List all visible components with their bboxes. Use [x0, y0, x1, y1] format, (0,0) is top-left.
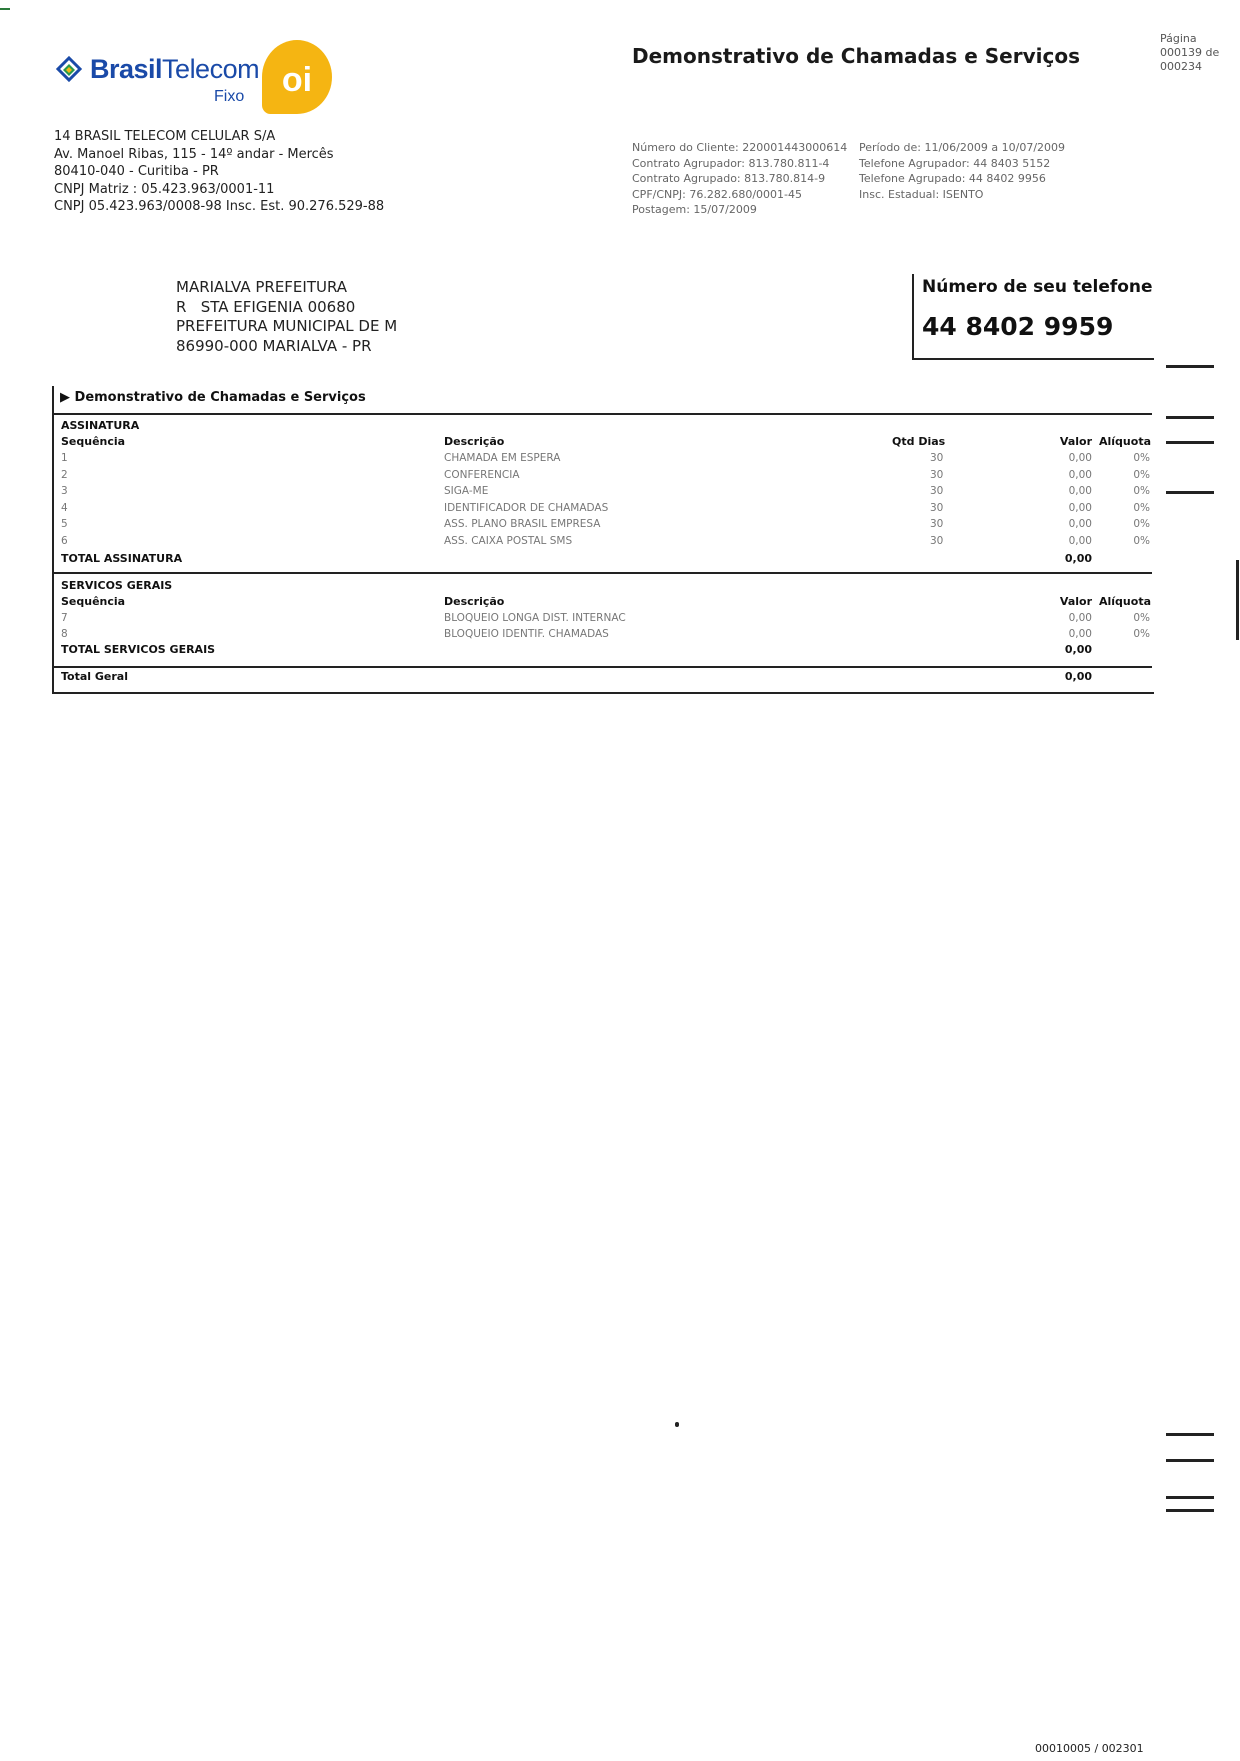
header-valor: Valor — [1059, 435, 1092, 448]
table-row: 7 BLOQUEIO LONGA DIST. INTERNAC 0,00 0% — [61, 612, 1150, 624]
scan-marker — [0, 8, 10, 10]
table-row: 8 BLOQUEIO IDENTIF. CHAMADAS 0,00 0% — [61, 628, 1150, 640]
header-aliquota: Alíquota — [1099, 595, 1151, 608]
scan-speck — [675, 1422, 679, 1427]
table-row: 6 ASS. CAIXA POSTAL SMS 30 0,00 0% — [61, 534, 1150, 547]
address-line: 86990-000 MARIALVA - PR — [176, 336, 372, 355]
omr-mark — [1166, 1509, 1214, 1512]
total-servicos-value: 0,00 — [1064, 643, 1092, 656]
total-assinatura-label: TOTAL ASSINATURA — [61, 552, 183, 565]
account-info-line: Período de: 11/06/2009 a 10/07/2009 — [859, 141, 1066, 154]
grand-total-value: 0,00 — [1064, 670, 1092, 683]
account-info-line: CPF/CNPJ: 76.282.680/0001-45 — [632, 187, 802, 201]
account-info-left — [632, 140, 847, 218]
address-line: PREFEITURA MUNICIPAL DE M — [176, 317, 398, 335]
table-row: 5 ASS. PLANO BRASIL EMPRESA 30 0,00 0% — [61, 518, 1150, 530]
account-info-line: Postagem: 15/07/2009 — [632, 203, 757, 216]
phone-box — [912, 274, 1154, 360]
address-line: R STA EFIGENIA 00680 — [176, 297, 356, 316]
omr-mark — [1166, 1496, 1214, 1499]
total-servicos-label: TOTAL SERVICOS GERAIS — [61, 643, 216, 656]
company-line: 14 BRASIL TELECOM CELULAR S/A — [54, 129, 276, 144]
header-qtd: Qtd Dias — [892, 435, 946, 448]
total-assinatura-value: 0,00 — [1064, 552, 1092, 565]
phone-number: 44 8402 9959 — [922, 312, 1114, 341]
omr-mark — [1166, 1459, 1214, 1462]
account-info-line: Número do Cliente: 220001443000614 — [632, 141, 848, 154]
account-info-line: Telefone Agrupado: 44 8402 9956 — [859, 172, 1046, 185]
section-title: ▶ Demonstrativo de Chamadas e Serviços — [60, 390, 366, 405]
table-row: 4 IDENTIFICADOR DE CHAMADAS 30 0,00 0% — [61, 501, 1150, 514]
header-seq: Sequência — [61, 435, 126, 448]
company-line: Av. Manoel Ribas, 115 - 14º andar - Mercês — [54, 146, 334, 162]
recipient-address — [176, 278, 397, 356]
page-indicator: Página 000139 de 000234 — [1160, 32, 1220, 73]
grand-total-label: Total Geral — [61, 670, 128, 683]
table-row: 3 SIGA-ME 30 0,00 0% — [61, 485, 1150, 497]
company-line: 80410-040 - Curitiba - PR — [54, 164, 219, 179]
company-line: CNPJ 05.423.963/0008-98 Insc. Est. 90.276.529-88 — [54, 199, 385, 214]
brasil-telecom-icon — [54, 56, 84, 86]
header-valor: Valor — [1059, 595, 1092, 608]
address-line: MARIALVA PREFEITURA — [176, 278, 348, 296]
omr-mark — [1166, 416, 1214, 419]
account-info-right — [859, 140, 1065, 202]
oi-logo: oi — [262, 40, 332, 114]
account-info-line: Insc. Estadual: ISENTO — [859, 187, 984, 201]
omr-mark — [1166, 441, 1214, 444]
account-info-line: Contrato Agrupador: 813.780.811-4 — [632, 156, 830, 170]
table-row: 2 CONFERENCIA 30 0,00 0% — [61, 468, 1150, 481]
table-row: 1 CHAMADA EM ESPERA 30 0,00 0% — [61, 452, 1150, 464]
group-title-assinatura: ASSINATURA — [61, 419, 140, 432]
omr-mark — [1166, 365, 1214, 368]
divider — [54, 666, 1152, 668]
footer-code: 00010005 / 002301 — [1035, 1742, 1144, 1755]
account-info-line: Contrato Agrupado: 813.780.814-9 — [632, 172, 826, 185]
omr-mark — [1166, 1433, 1214, 1436]
header-desc: Descrição — [444, 435, 505, 448]
divider — [54, 413, 1152, 415]
document-title: Demonstrativo de Chamadas e Serviços — [632, 44, 1080, 68]
brand-name: BrasilTelecom — [90, 54, 260, 84]
account-info-line: Telefone Agrupador: 44 8403 5152 — [859, 156, 1051, 170]
phone-label: Número de seu telefone — [922, 277, 1153, 297]
company-line: CNPJ Matriz : 05.423.963/0001-11 — [54, 181, 275, 197]
brand-sub: Fixo — [214, 88, 245, 105]
group-title-servicos: SERVICOS GERAIS — [61, 579, 173, 592]
divider — [54, 572, 1152, 574]
header-desc: Descrição — [444, 595, 505, 608]
company-info — [54, 128, 384, 216]
header-aliquota: Alíquota — [1099, 435, 1151, 448]
header-seq: Sequência — [61, 595, 126, 608]
